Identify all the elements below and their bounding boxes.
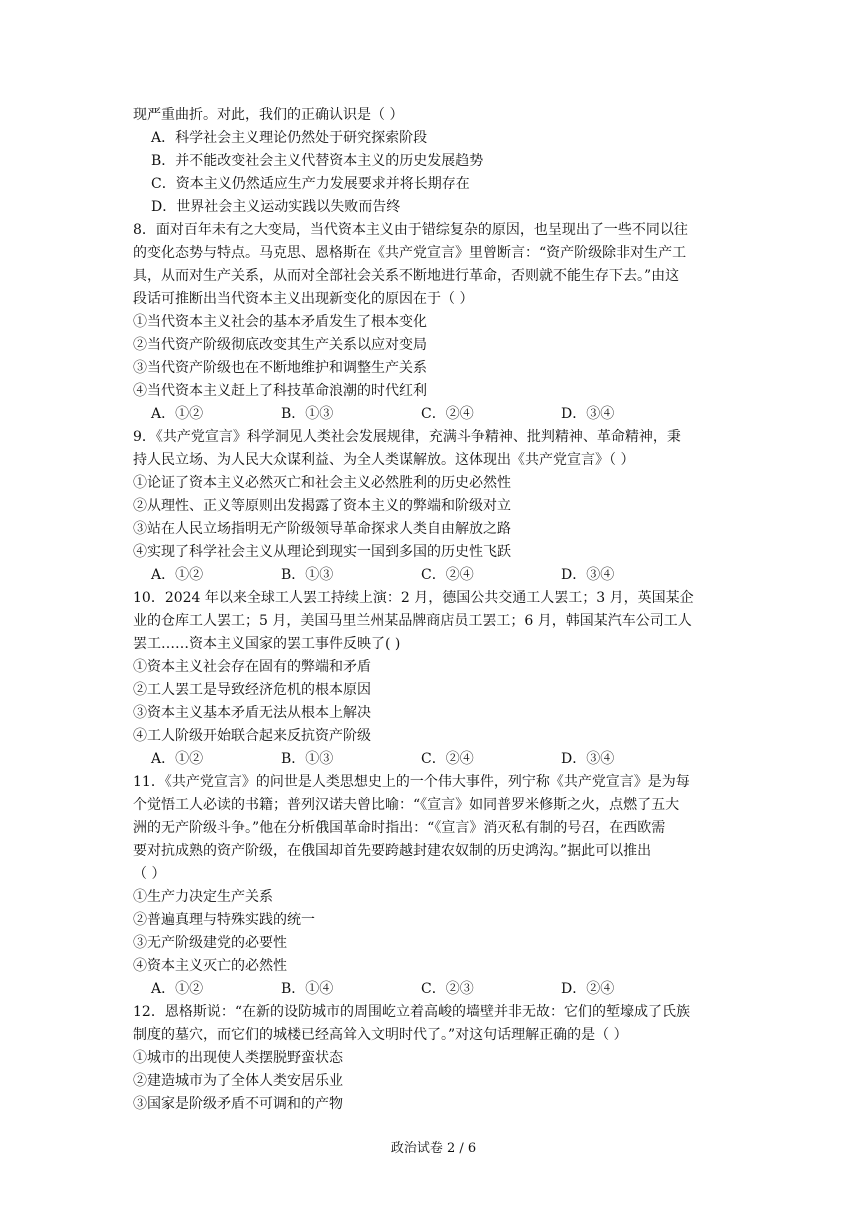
statement-item: ③无产阶级建党的必要性 [133,935,287,951]
question-8 [133,219,773,426]
question-stem-line: 9．《共产党宣言》科学洞见人类社会发展规律，充满斗争精神、批判精神、革命精神，秉 [133,429,681,445]
question-stem-line: 持人民立场、为人民大众谋利益、为全人类谋解放。这体现出《共产党宣言》（ ） [133,452,635,468]
statement-item: ①资本主义社会存在固有的弊端和矛盾 [133,659,371,675]
statement-item: ④实现了科学社会主义从理论到现实一国到多国的历史性飞跃 [133,544,511,560]
statement-item: ①论证了资本主义必然灭亡和社会主义必然胜利的历史必然性 [133,475,511,491]
statement-item: ④当代资本主义赶上了科技革命浪潮的时代红利 [133,383,427,399]
choice-d: D．③④ [561,406,615,422]
question-stem-line: 的变化态势与特点。马克思、恩格斯在《共产党宣言》里曾断言：“资产阶级除非对生产工 [133,245,687,261]
choice-b: B．①③ [281,406,334,422]
statement-item: ③资本主义基本矛盾无法从根本上解决 [133,705,371,721]
question-stem-line: 制度的墓穴，而它们的城楼已经高耸入文明时代了。”对这句话理解正确的是（ ） [133,1027,628,1043]
statement-item: ①生产力决定生产关系 [133,889,273,905]
page-content [133,104,773,1116]
question-stem-line: 11．《共产党宣言》的问世是人类思想史上的一个伟大事件，列宁称《共产党宣言》是为每 [133,774,690,790]
choice-c: C．②③ [421,981,474,997]
question-stem-line: 洲的无产阶级斗争。”他在分析俄国革命时指出：“《宣言》消灭私有制的号召，在西欧需 [133,820,666,836]
question-stem-line: 8．面对百年未有之大变局，当代资本主义由于错综复杂的原因，也呈现出了一些不同以往 [133,222,688,238]
option-c: C．资本主义仍然适应生产力发展要求并将长期存在 [151,176,470,192]
question-stem-line: 段话可推断出当代资本主义出现新变化的原因在于（ ） [133,291,474,307]
question-stem-line: 10．2024 年以来全球工人罢工持续上演：2 月，德国公共交通工人罢工；3 月，英国某企 [133,590,694,606]
question-10 [133,587,773,771]
choice-b: B．①④ [281,981,334,997]
statement-item: ②建造城市为了全体人类安居乐业 [133,1073,343,1089]
question-stem-line: 业的仓库工人罢工；5 月，美国马里兰州某品牌商店员工罢工；6 月，韩国某汽车公司工人 [133,613,692,629]
choice-a: A．①② [151,751,204,767]
choice-b: B．①③ [281,751,334,767]
choice-c: C．②④ [421,567,474,583]
question-stem-line: （ ） [133,866,166,882]
question-7-tail [133,104,773,219]
statement-item: ②从理性、正义等原则出发揭露了资本主义的弊端和阶级对立 [133,498,511,514]
choice-a: A．①② [151,981,204,997]
page-footer: 政治试卷 2 / 6 [390,1141,477,1156]
option-b: B．并不能改变社会主义代替资本主义的历史发展趋势 [151,153,484,169]
question-9 [133,426,773,587]
answer-choices [133,403,773,426]
statement-item: ②当代资产阶级彻底改变其生产关系以应对变局 [133,337,427,353]
choice-b: B．①③ [281,567,334,583]
answer-choices [133,564,773,587]
question-11 [133,771,773,1001]
statement-item: ④资本主义灭亡的必然性 [133,958,287,974]
option-a: A．科学社会主义理论仍然处于研究探索阶段 [151,130,428,146]
statement-item: ②工人罢工是导致经济危机的根本原因 [133,682,371,698]
choice-c: C．②④ [421,406,474,422]
statement-item: ①当代资本主义社会的基本矛盾发生了根本变化 [133,314,427,330]
question-stem-line: 罢工……资本主义国家的罢工事件反映了( ) [133,636,401,652]
question-stem-line: 12．恩格斯说：“在新的设防城市的周围屹立着高峻的墙壁并非无故：它们的堑壕成了氏族 [133,1004,690,1020]
choice-a: A．①② [151,567,204,583]
statement-item: ③国家是阶级矛盾不可调和的产物 [133,1096,343,1112]
answer-choices [133,978,773,1001]
statement-item: ③当代资产阶级也在不断地维护和调整生产关系 [133,360,427,376]
choice-d: D．③④ [561,751,615,767]
statement-item: ②普遍真理与特殊实践的统一 [133,912,315,928]
question-12 [133,1001,773,1116]
question-stem-line: 个觉悟工人必读的书籍；普列汉诺夫曾比喻：“《宣言》如同普罗米修斯之火，点燃了五大 [133,797,680,813]
statement-item: ③站在人民立场指明无产阶级领导革命探求人类自由解放之路 [133,521,511,537]
choice-d: D．③④ [561,567,615,583]
statement-item: ④工人阶级开始联合起来反抗资产阶级 [133,728,371,744]
choice-c: C．②④ [421,751,474,767]
statement-item: ①城市的出现使人类摆脱野蛮状态 [133,1050,343,1066]
option-d: D．世界社会主义运动实践以失败而告终 [151,199,401,215]
question-stem: 现严重曲折。对此，我们的正确认识是（ ） [133,107,404,123]
question-stem-line: 要对抗成熟的资产阶级，在俄国却首先要跨越封建农奴制的历史鸿沟。”据此可以推出 [133,843,652,859]
answer-choices [133,748,773,771]
choice-d: D．②④ [561,981,615,997]
choice-a: A．①② [151,406,204,422]
question-stem-line: 具，从而对生产关系，从而对全部社会关系不断地进行革命，否则就不能生存下去。”由这 [133,268,680,284]
